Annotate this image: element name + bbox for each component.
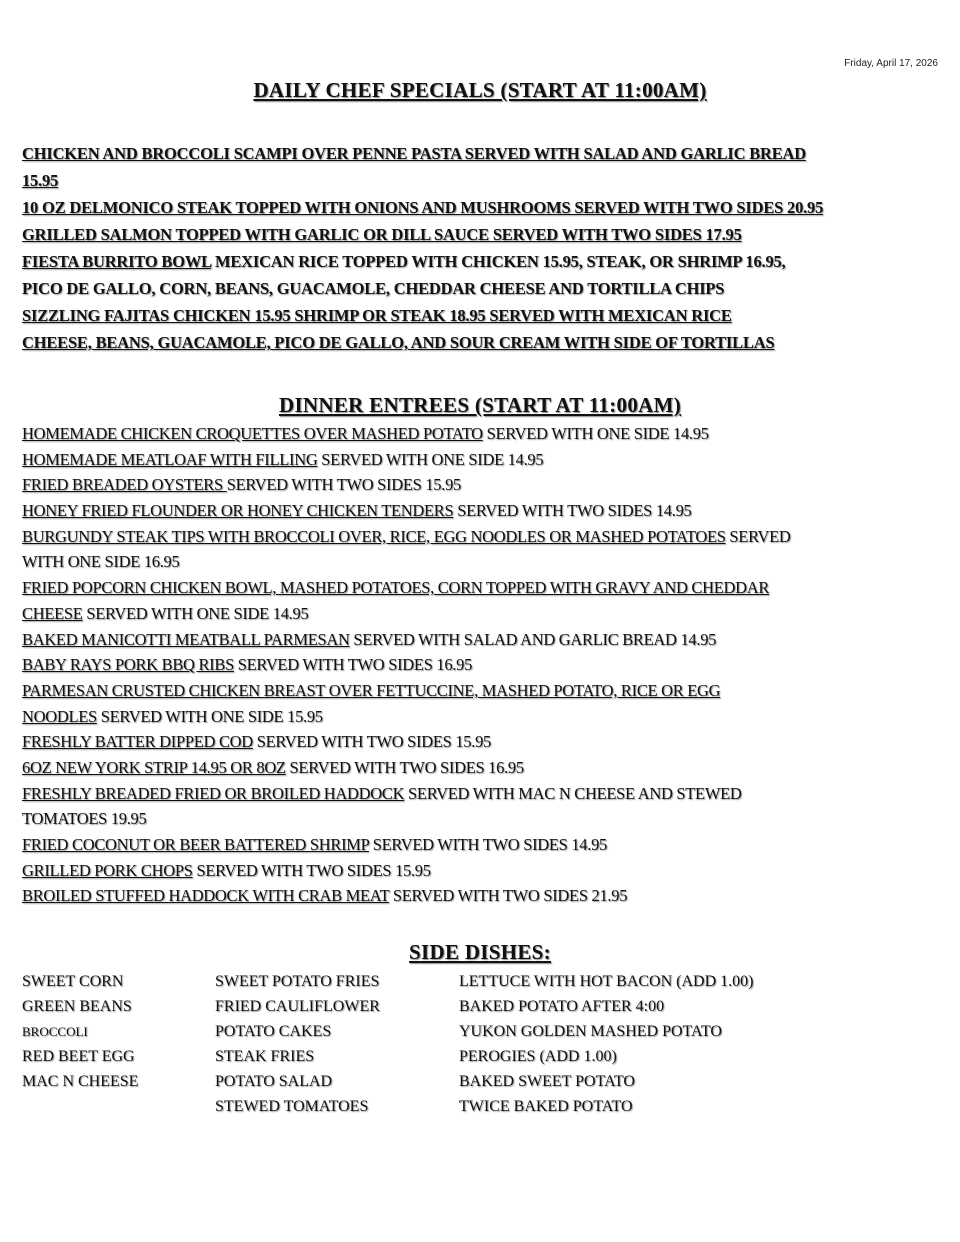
side-dish: SWEET CORN — [22, 973, 124, 990]
menu-item-name: BROILED STUFFED HADDOCK WITH CRAB MEAT — [22, 886, 390, 906]
menu-item-name: BABY RAYS PORK BBQ RIBS — [22, 655, 234, 675]
menu-line — [22, 447, 790, 473]
menu-item-name: FRIED POPCORN CHICKEN BOWL, MASHED POTATOES, CORN TOPPED WITH GRAVY AND CHEDDAR — [22, 578, 770, 598]
specials-heading: DAILY CHEF SPECIALS (START AT 11:00AM) — [253, 78, 707, 102]
side-dish: TWICE BAKED POTATO — [459, 1098, 633, 1115]
menu-line — [22, 781, 790, 807]
menu-item-detail: SERVED WITH TWO SIDES 16.95 — [285, 757, 524, 777]
menu-item-detail: SERVED WITH ONE SIDE 14.95 — [317, 449, 544, 469]
side-dish: STEAK FRIES — [215, 1048, 315, 1065]
menu-item-name: FRIED COCONUT OR BEER BATTERED SHRIMP — [22, 835, 369, 854]
menu-item-name: FRESHLY BREADED FRIED OR BROILED HADDOCK — [22, 783, 405, 803]
menu-line — [22, 248, 823, 275]
menu-line — [22, 627, 790, 653]
menu-item-name: GRILLED SALMON TOPPED WITH GARLIC OR DILL SAUCE SERVED WITH TWO SIDES 17.95 — [22, 225, 742, 244]
menu-line — [22, 275, 823, 302]
side-dish: BAKED POTATO AFTER 4:00 — [459, 998, 665, 1015]
menu-line — [22, 729, 790, 755]
menu-line — [22, 221, 823, 248]
side-dish: BAKED SWEET POTATO — [459, 1073, 635, 1090]
side-dish: YUKON GOLDEN MASHED POTATO — [459, 1023, 722, 1040]
sides-column — [22, 969, 138, 1094]
menu-item-detail: SERVED — [725, 526, 791, 546]
menu-item-name: SIZZLING FAJITAS CHICKEN 15.95 SHRIMP OR STEAK 18.95 SERVED WITH MEXICAN RICE — [22, 306, 732, 325]
menu-item-detail: SERVED WITH TWO SIDES 14.95 — [453, 501, 692, 521]
menu-item-detail: SERVED WITH TWO SIDES 16.95 — [233, 655, 473, 675]
sides-column — [459, 969, 753, 1119]
menu-item-detail: SERVED WITH TWO SIDES 15.95 — [192, 860, 431, 880]
menu-item-detail: SERVED WITH ONE SIDE 15.95 — [96, 706, 323, 726]
sides-heading: SIDE DISHES: — [409, 940, 551, 964]
menu-item-name: PARMESAN CRUSTED CHICKEN BREAST OVER FETTUCCINE, MASHED POTATO, RICE OR EGG — [22, 680, 721, 700]
menu-item-detail: SERVED WITH TWO SIDES 14.95 — [368, 835, 607, 854]
menu-line — [22, 421, 790, 447]
menu-item-name: CHICKEN AND BROCCOLI SCAMPI OVER PENNE PASTA SERVED WITH SALAD AND GARLIC BREAD — [22, 144, 806, 163]
menu-item-name: FRESHLY BATTER DIPPED COD — [22, 732, 253, 752]
menu-item-detail: SERVED WITH MAC N CHEESE AND STEWED — [404, 783, 742, 803]
menu-item-detail: SERVED WITH TWO SIDES 21.95 — [389, 886, 628, 906]
menu-item-detail: TOMATOES 19.95 — [22, 809, 147, 829]
menu-line — [22, 755, 790, 781]
menu-item-detail: MEXICAN RICE TOPPED WITH CHICKEN 15.95, STEAK, OR SHRIMP 16.95, — [211, 252, 786, 271]
menu-line — [22, 472, 790, 498]
menu-line — [22, 302, 823, 329]
menu-line — [22, 140, 823, 167]
menu-line — [22, 806, 790, 832]
menu-item-name: GRILLED PORK CHOPS — [22, 860, 193, 880]
menu-line — [22, 858, 790, 884]
side-dish: PEROGIES (ADD 1.00) — [459, 1048, 617, 1065]
side-dish: LETTUCE WITH HOT BACON (ADD 1.00) — [459, 973, 754, 990]
menu-item-name: CHEESE — [22, 603, 83, 623]
side-dish: RED BEET EGG — [22, 1048, 135, 1065]
menu-item-name: FIESTA BURRITO BOWL — [22, 252, 212, 271]
menu-item-name: HOMEMADE CHICKEN CROQUETTES OVER MASHED POTATO — [22, 424, 483, 443]
menu-line — [22, 575, 790, 601]
menu-item-name: 6OZ NEW YORK STRIP 14.95 OR 8OZ — [22, 757, 286, 777]
side-dish: POTATO CAKES — [215, 1023, 332, 1040]
menu-item-detail: SERVED WITH TWO SIDES 15.95 — [226, 475, 461, 495]
menu-line — [22, 883, 790, 909]
menu-line — [22, 498, 790, 524]
menu-line — [22, 549, 790, 575]
menu-line — [22, 524, 790, 550]
sides-column — [215, 969, 380, 1119]
menu-line — [22, 704, 790, 730]
side-dish: POTATO SALAD — [215, 1073, 333, 1090]
side-dish: STEWED TOMATOES — [215, 1098, 369, 1115]
dinner-heading: DINNER ENTREES (START AT 11:00AM) — [278, 393, 681, 417]
menu-item-name: HOMEMADE MEATLOAF WITH FILLING — [22, 449, 318, 469]
side-dish: GREEN BEANS — [22, 998, 132, 1015]
menu-item-name: FRIED BREADED OYSTERS — [22, 475, 227, 495]
menu-item-detail: PICO DE GALLO, CORN, BEANS, GUACAMOLE, CHEDDAR CHEESE AND TORTILLA CHIPS — [22, 279, 725, 298]
side-dish: FRIED CAULIFLOWER — [215, 998, 380, 1015]
menu-item-detail: SERVED WITH SALAD AND GARLIC BREAD 14.95 — [349, 629, 717, 649]
date: Friday, April 17, 2026 — [844, 58, 938, 69]
menu-item-detail: SERVED WITH TWO SIDES 15.95 — [252, 732, 491, 752]
menu-item-detail: SERVED WITH ONE SIDE 14.95 — [82, 603, 309, 623]
menu-line — [22, 167, 823, 194]
menu-item-name: CHEESE, BEANS, GUACAMOLE, PICO DE GALLO, AND SOUR CREAM WITH SIDE OF TORTILLAS — [22, 333, 775, 352]
menu-item-detail: WITH ONE SIDE 16.95 — [22, 552, 180, 572]
menu-item-name: BURGUNDY STEAK TIPS WITH BROCCOLI OVER, RICE, EGG NOODLES OR MASHED POTATOES — [22, 526, 726, 546]
menu-item-name: BAKED MANICOTTI MEATBALL PARMESAN — [22, 629, 350, 649]
side-dish: BROCCOLI — [22, 1024, 88, 1039]
menu-line — [22, 832, 790, 858]
menu-line — [22, 329, 823, 356]
side-dish: SWEET POTATO FRIES — [215, 973, 380, 990]
side-dish: MAC N CHEESE — [22, 1073, 139, 1090]
specials-list — [22, 140, 823, 356]
menu-line — [22, 652, 790, 678]
menu-item-detail: SERVED WITH ONE SIDE 14.95 — [482, 424, 709, 443]
menu-line — [22, 678, 790, 704]
menu-line — [22, 194, 823, 221]
menu-item-name: NOODLES — [22, 706, 97, 726]
menu-item-name: HONEY FRIED FLOUNDER OR HONEY CHICKEN TENDERS — [22, 501, 454, 521]
dinner-list — [22, 421, 790, 909]
menu-line — [22, 601, 790, 627]
menu-item-name: 15.95 — [22, 171, 59, 190]
menu-item-name: 10 OZ DELMONICO STEAK TOPPED WITH ONIONS AND MUSHROOMS SERVED WITH TWO SIDES 20.95 — [22, 198, 824, 217]
